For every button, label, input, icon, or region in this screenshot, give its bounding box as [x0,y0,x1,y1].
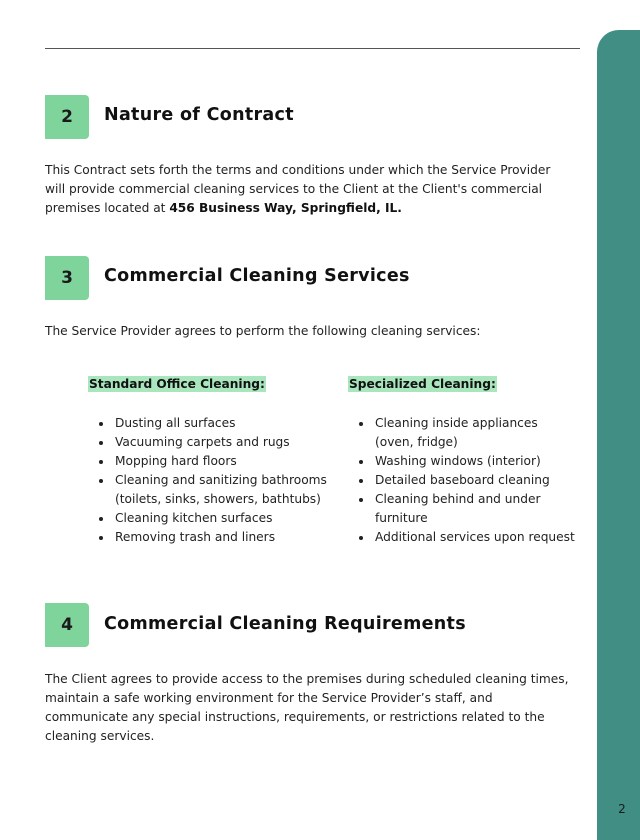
list-item: • Mopping hard floors [113,452,328,471]
list-item: • Removing trash and liners [113,528,328,547]
side-decorative-band [597,30,640,840]
list-item: • Vacuuming carpets and rugs [113,433,328,452]
list-item: • Cleaning inside appliances (oven, fridge) [373,414,578,452]
section-3-title: Commercial Cleaning Services [104,266,410,286]
section-4-number-badge: 4 [45,603,89,647]
list-item: • Cleaning behind and under furniture [373,490,578,528]
standard-cleaning-heading: Standard Office Cleaning: [89,377,265,391]
specialized-cleaning-list [355,414,578,547]
section-3-intro: The Service Provider agrees to perform the following cleaning services: [45,324,481,338]
premises-address: 456 Business Way, Springfield, IL. [169,201,402,215]
list-item: • Washing windows (interior) [373,452,578,471]
list-item: • Dusting all surfaces [113,414,328,433]
section-2-paragraph [45,161,570,218]
section-4-paragraph: The Client agrees to provide access to the premises during scheduled cleaning times, maintain a safe working environment for the Service Provider’s staff, and communicate any special instructions, requirements, or restrictions related to the cleaning services. [45,672,569,743]
section-2-title: Nature of Contract [104,105,294,125]
specialized-cleaning-heading: Specialized Cleaning: [349,377,496,391]
section-2-number-badge: 2 [45,95,89,139]
list-item: • Cleaning and sanitizing bathrooms (toilets, sinks, showers, bathtubs) [113,471,328,509]
top-divider [45,48,580,49]
standard-cleaning-list [95,414,328,547]
list-item: • Cleaning kitchen surfaces [113,509,328,528]
section-4-title: Commercial Cleaning Requirements [104,614,466,634]
section-3-number-badge: 3 [45,256,89,300]
section-2-text: This Contract sets forth the terms and conditions under which the Service Provider will provide commercial cleaning services to the Client at the Client's commercial premises located at [45,163,551,215]
list-item: • Additional services upon request [373,528,578,547]
page-number: 2 [618,802,626,816]
list-item: • Detailed baseboard cleaning [373,471,578,490]
